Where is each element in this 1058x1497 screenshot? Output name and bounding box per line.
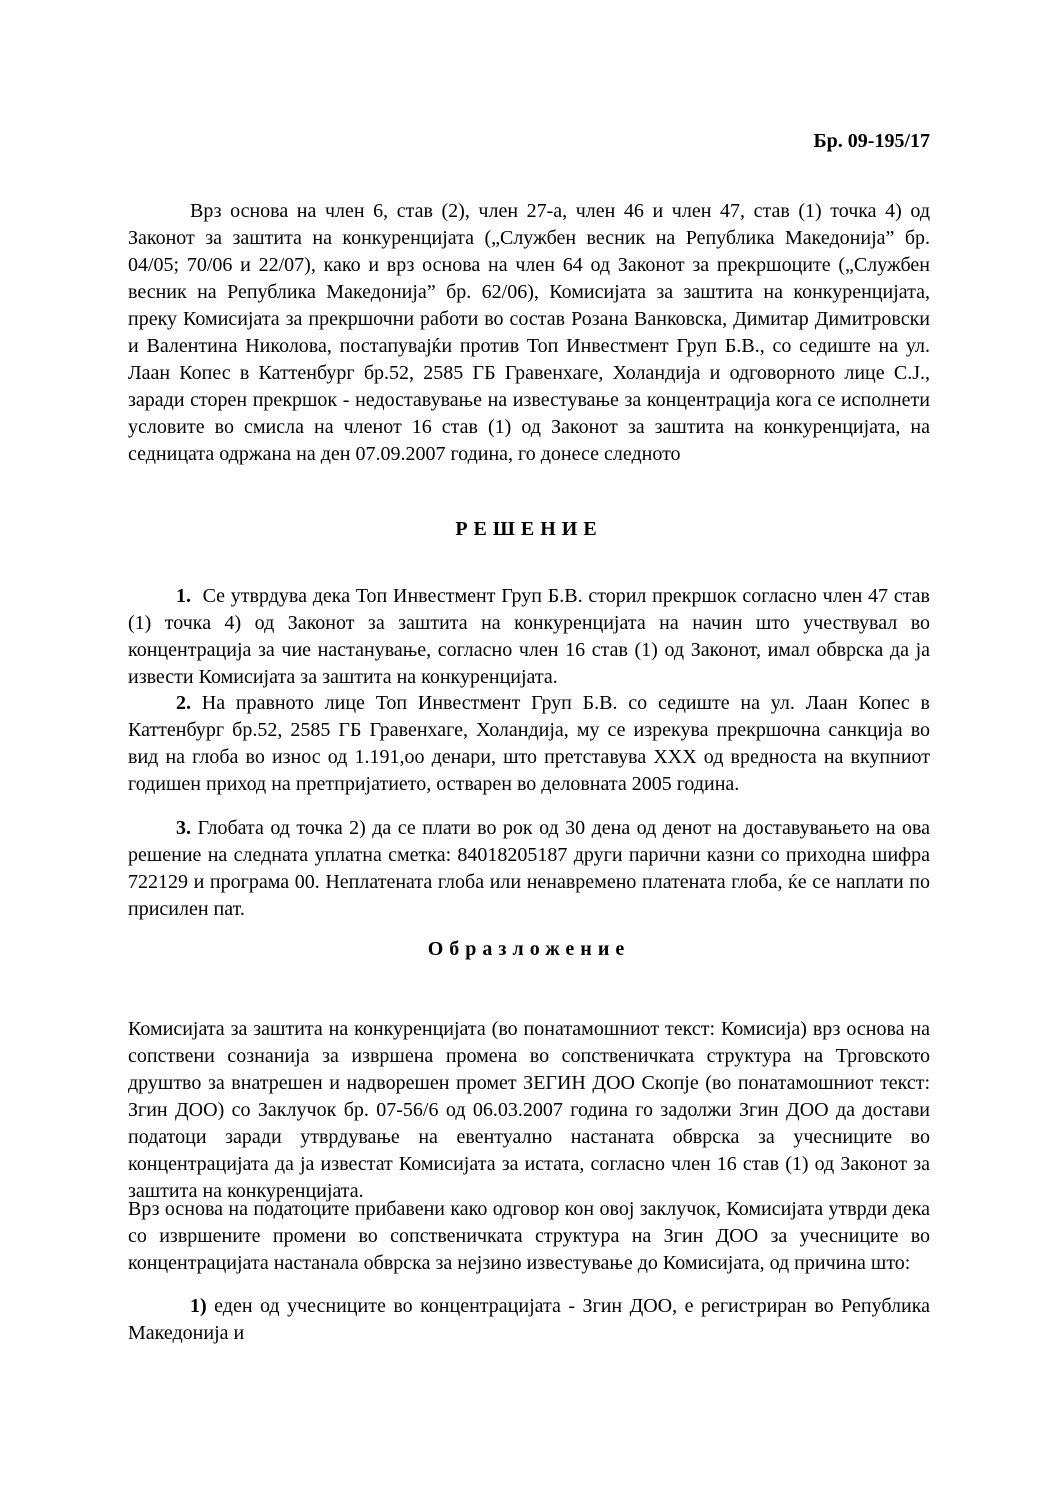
item-number: 2. — [176, 692, 191, 714]
reasoning-heading: Образложение — [427, 938, 631, 960]
item-text: Глобата од точка 2) да се плати во рок од 30 дена од денот на доставувањето на ова решение на следната уплатна сметка: 84018205187 други парични казни со приходна шифра 722129 и програма 00. Неплатената глоба или ненавремено платената глоба, ќе се наплати по присилен пат. — [128, 817, 931, 920]
item-number: 3. — [176, 817, 191, 839]
decision-item-2 — [128, 690, 930, 798]
subitem-number: 1) — [190, 1295, 207, 1317]
reasoning-paragraph-2: Врз основа на податоците прибавени како одговор кон овој заклучок, Комисијата утврди дека со извршените промени во сопственичката структура на Згин ДОО за учесниците во концентрацијата настанала обврска за нејзино известување до Комисијата, од причина што: — [128, 1198, 930, 1274]
reasoning-paragraph-1: Комисијата за заштита на конкуренцијата (во понатамошниот текст: Комисија) врз основа на сопствени сознанија за извршена промена во сопственичката структура на Трговското друштво за внатрешен и надворешен промет ЗЕГИН ДОО Скопје (во понатамошниот текст: Згин ДОО) со Заклучок бр. 07-56/6 од 06.03.2007 година го задолжи Згин ДОО да достави податоци заради утврдување на евентуално настаната обврска за учесниците во концентрацијата да ја известат Комисијата за истата, согласно член 16 став (1) од Законот за заштита на конкуренцијата. — [128, 1018, 930, 1202]
reasoning-subitem-1 — [128, 1293, 930, 1347]
decision-item-3 — [128, 815, 930, 923]
document-number: Бр. 09-195/17 — [813, 130, 930, 152]
preamble-paragraph: Врз основа на член 6, став (2), член 27-а, член 46 и член 47, став (1) точка 4) од Законот за заштита на конкуренцијата („Службен весник на Република Македонија” бр. 04/05; 70/06 и 22/07), како и врз основа на член 64 од Законот за прекршоците („Службен весник на Република Македонија” бр. 62/06), Комисијата за заштита на конкуренцијата, преку Комисијата за прекршочни работи во состав Розана Ванковска, Димитар Димитровски и Валентина Николова, постапувајќи против Топ Инвестмент Груп Б.В., со седиште на ул. Лаан Копес в Каттенбург бр.52, 2585 ГБ Гравенхаге, Холандија и одговорното лице С.Ј., заради сторен прекршок - недоставување на известување за концентрација кога се исполнети условите во смисла на членот 16 став (1) од Законот за заштита на конкуренцијата, на седницата одржана на ден 07.09.2007 година, го донесе следното — [128, 200, 930, 465]
decision-heading: РЕШЕНИЕ — [455, 518, 603, 540]
subitem-text: еден од учесниците во концентрацијата - Згин ДОО, е регистриран во Република Македонија и — [128, 1295, 930, 1344]
decision-item-1 — [128, 583, 930, 691]
item-number: 1. — [176, 585, 191, 607]
item-text: Се утврдува дека Топ Инвестмент Груп Б.В. сторил прекршок согласно член 47 став (1) точка 4) од Законот за заштита на конкуренцијата на начин што учествувал во концентрација за чие настанување, согласно член 16 став (1) од Законот, имал обврска да ја извести Комисијата за заштита на конкуренцијата. — [128, 585, 931, 688]
item-text: На правното лице Топ Инвестмент Груп Б.В. со седиште на ул. Лаан Копес в Каттенбург бр.52, 2585 ГБ Гравенхаге, Холандија, му се изрекува прекршочна санкција во вид на глоба во износ од 1.191,оо денари, што претставува ХХХ од вредноста на вкупниот годишен приход на претпријатието, остварен во деловната 2005 година. — [128, 692, 930, 795]
